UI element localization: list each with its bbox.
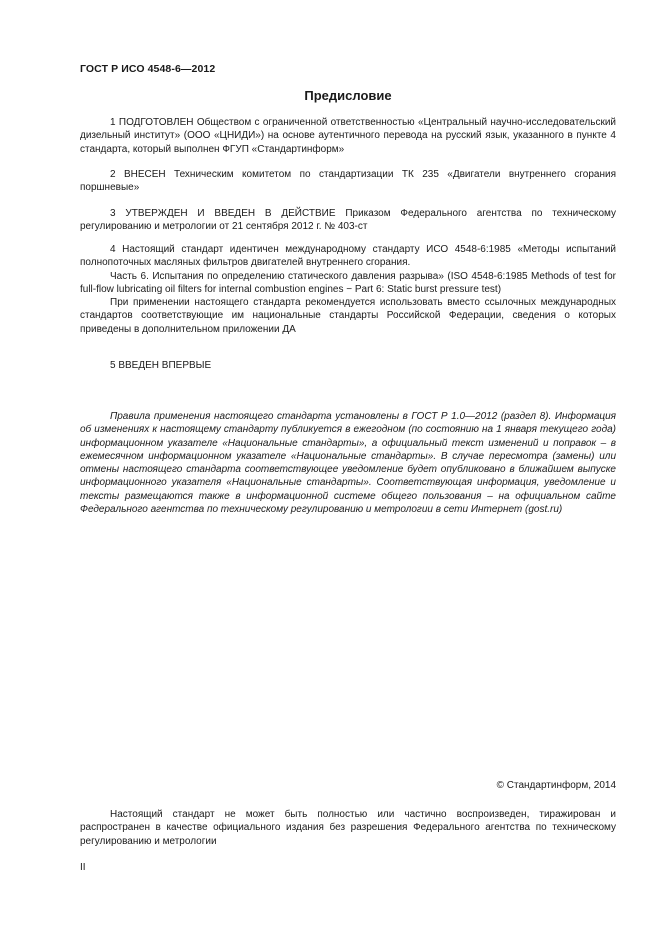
- page-number: II: [80, 862, 86, 873]
- preface-paragraph: 1 ПОДГОТОВЛЕН Обществом с ограниченной ответственностью «Центральный научно-исследовательский дизельный институт» (ООО «ЦНИДИ») на основе аутентичного перевода на русский язык, указанного в пункте 4 стандарта, который выполнен ФГУП «Стандартинформ»: [80, 117, 616, 155]
- preface-item-3: [80, 207, 616, 234]
- preface-paragraph: 5 ВВЕДЕН ВПЕРВЫЕ: [110, 360, 212, 371]
- preface-item-4: [80, 243, 616, 336]
- document-id: ГОСТ Р ИСО 4548-6—2012: [80, 63, 216, 75]
- preface-paragraph: 4 Настоящий стандарт идентичен международному стандарту ИСО 4548-6:1985 «Методы испытаний полнопоточных масляных фильтров двигателей внутреннего сгорания.: [80, 244, 616, 269]
- preface-paragraph: 3 УТВЕРЖДЕН И ВВЕДЕН В ДЕЙСТВИЕ Приказом Федерального агентства по техническому регулированию и метрологии от 21 сентября 2012 г. № 403-ст: [80, 208, 616, 233]
- reproduction-notice: [80, 808, 616, 848]
- preface-paragraph: Часть 6. Испытания по определению статического давления разрыва» (ISO 4548-6:1985 Methods of test for full-flow lubricating oil filters for internal combustion engines − Part 6: Static burst pressure test): [80, 270, 616, 295]
- page-title: Предисловие: [304, 88, 392, 103]
- preface-paragraph: При применении настоящего стандарта рекомендуется использовать вместо ссылочных международных стандартов соответствующие им национальные стандарты Российской Федерации, сведения о которых приведены в дополнительном приложении ДА: [80, 297, 616, 335]
- rules-note-text: Правила применения настоящего стандарта установлены в ГОСТ Р 1.0—2012 (раздел 8). Информация об изменениях к настоящему стандарту публикуется в ежегодном (по состоянию на 1 января текущего года) информационном указателе «Национальные стандарты», а официальный текст изменений и поправок – в ежемесячном информационном указателе «Национальные стандарты». В случае пересмотра (замены) или отмены настоящего стандарта соответствующее уведомление будет опубликовано в ближайшем выпуске информационного указателя «Национальные стандарты». Соответствующая информация, уведомление и тексты размещаются также в информационной системе общего пользования – на официальном сайте Федерального агентства по техническому регулированию и метрологии в сети Интернет (gost.ru): [80, 411, 616, 516]
- copyright: © Стандартинформ, 2014: [496, 780, 616, 791]
- rules-note: [80, 410, 616, 516]
- reproduction-notice-text: Настоящий стандарт не может быть полностью или частично воспроизведен, тиражирован и распространен в качестве официального издания без разрешения Федерального агентства по техническому регулированию и метрологии: [80, 809, 616, 847]
- preface-item-5: [80, 359, 616, 372]
- preface-item-2: [80, 168, 616, 195]
- preface-paragraph: 2 ВНЕСЕН Техническим комитетом по стандартизации ТК 235 «Двигатели внутреннего сгорания поршневые»: [80, 169, 616, 194]
- preface-item-1: [80, 116, 616, 156]
